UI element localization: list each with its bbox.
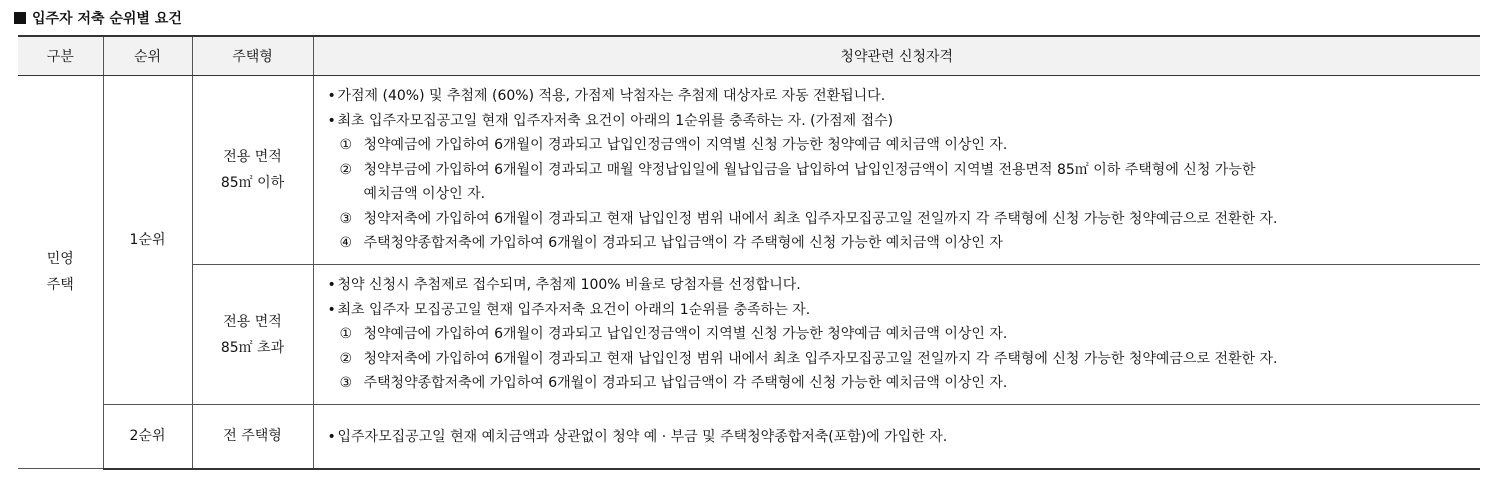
eligibility-cell <box>313 76 1480 265</box>
section-title <box>14 8 182 28</box>
bullet-icon: • <box>327 429 336 445</box>
item-number: ① <box>339 326 353 342</box>
eligibility-cell <box>313 265 1480 405</box>
bullet-text: 청약 신청시 추첨제로 접수되며, 추첨제 100% 비율로 당첨자를 선정합니다. <box>337 277 801 293</box>
item-text: 주택청약종합저축에 가입하여 6개월이 경과되고 납입금액이 각 주택형에 신청 가능한 예치금액 이상인 자 <box>363 235 1003 251</box>
table-row <box>18 265 1480 405</box>
list-item <box>328 322 1471 347</box>
list-item <box>328 207 1471 232</box>
header-row <box>18 36 1480 76</box>
housing-type-cell <box>192 265 313 405</box>
rank-cell: 1순위 <box>103 76 192 405</box>
header-housing-type: 주택형 <box>192 36 313 76</box>
item-number: ② <box>339 161 353 178</box>
section-title-text: 입주자 저축 순위별 요건 <box>32 11 182 27</box>
housing-type-line: 85㎡ 초과 <box>220 339 285 356</box>
rank-cell: 2순위 <box>103 405 192 469</box>
eligibility-cell <box>313 405 1480 469</box>
item-text: 청약예금에 가입하여 6개월이 경과되고 납입인정금액이 지역별 신청 가능한 청약예금 예치금액 이상인 자. <box>363 137 1008 153</box>
bullet-line <box>328 109 1471 134</box>
bullet-text: 최초 입주자 모집공고일 현재 입주자저축 요건이 아래의 1순위를 충족하는 자. <box>337 301 811 318</box>
square-bullet-icon <box>14 12 26 24</box>
list-item <box>328 347 1471 372</box>
list-item <box>328 371 1471 396</box>
bullet-icon: • <box>327 301 336 318</box>
item-continuation: 예치금액 이상인 자. <box>363 186 486 202</box>
housing-type-line: 전용 면적 <box>223 313 282 330</box>
bullet-line <box>328 273 1471 298</box>
bullet-icon: • <box>327 277 336 293</box>
housing-type-cell <box>192 76 313 265</box>
housing-type-line: 85㎡ 이하 <box>220 175 285 191</box>
bullet-text: 최초 입주자모집공고일 현재 입주자저축 요건이 아래의 1순위를 충족하는 자. (가점제 접수) <box>337 112 894 129</box>
eligibility-table <box>18 35 1480 470</box>
item-number: ① <box>339 137 353 153</box>
bullet-line <box>328 425 1471 450</box>
bullet-icon: • <box>327 88 336 104</box>
item-number: ④ <box>339 235 353 251</box>
header-category: 구분 <box>18 36 103 76</box>
bullet-line <box>328 298 1471 323</box>
item-number: ③ <box>339 375 353 391</box>
header-eligibility: 청약관련 신청자격 <box>313 36 1480 76</box>
bullet-icon: • <box>327 112 336 129</box>
housing-type-cell: 전 주택형 <box>192 405 313 469</box>
table-row <box>18 76 1480 265</box>
list-item <box>328 133 1471 158</box>
item-text: 청약저축에 가입하여 6개월이 경과되고 현재 납입인정 범위 내에서 최초 입주자모집공고일 전일까지 각 주택형에 신청 가능한 청약예금으로 전환한 자. <box>363 350 1278 367</box>
table-row <box>18 405 1480 469</box>
list-item <box>328 158 1471 183</box>
item-text: 청약부금에 가입하여 6개월이 경과되고 매월 약정납입일에 월납입금을 납입하여 납입인정금액이 지역별 전용면적 85㎡ 이하 주택형에 신청 가능한 <box>363 161 1256 178</box>
item-text: 주택청약종합저축에 가입하여 6개월이 경과되고 납입금액이 각 주택형에 신청 가능한 예치금액 이상인 자. <box>363 375 1008 391</box>
bullet-line <box>328 84 1471 109</box>
item-number: ② <box>339 350 353 367</box>
header-rank: 순위 <box>103 36 192 76</box>
bullet-text: 가점제 (40%) 및 추첨제 (60%) 적용, 가점제 낙첨자는 추첨제 대상자로 자동 전환됩니다. <box>337 88 886 104</box>
bullet-text: 입주자모집공고일 현재 예치금액과 상관없이 청약 예 · 부금 및 주택청약종합저축(포함)에 가입한 자. <box>337 429 948 445</box>
category-cell <box>18 76 103 469</box>
item-text: 청약저축에 가입하여 6개월이 경과되고 현재 납입인정 범위 내에서 최초 입주자모집공고일 전일까지 각 주택형에 신청 가능한 청약예금으로 전환한 자. <box>363 210 1278 227</box>
category-line: 주택 <box>46 277 74 293</box>
item-number: ③ <box>339 210 353 227</box>
housing-type-line: 전용 면적 <box>223 149 282 165</box>
category-line: 민영 <box>46 251 74 267</box>
item-text: 청약예금에 가입하여 6개월이 경과되고 납입인정금액이 지역별 신청 가능한 청약예금 예치금액 이상인 자. <box>363 326 1008 342</box>
list-item <box>328 231 1471 256</box>
